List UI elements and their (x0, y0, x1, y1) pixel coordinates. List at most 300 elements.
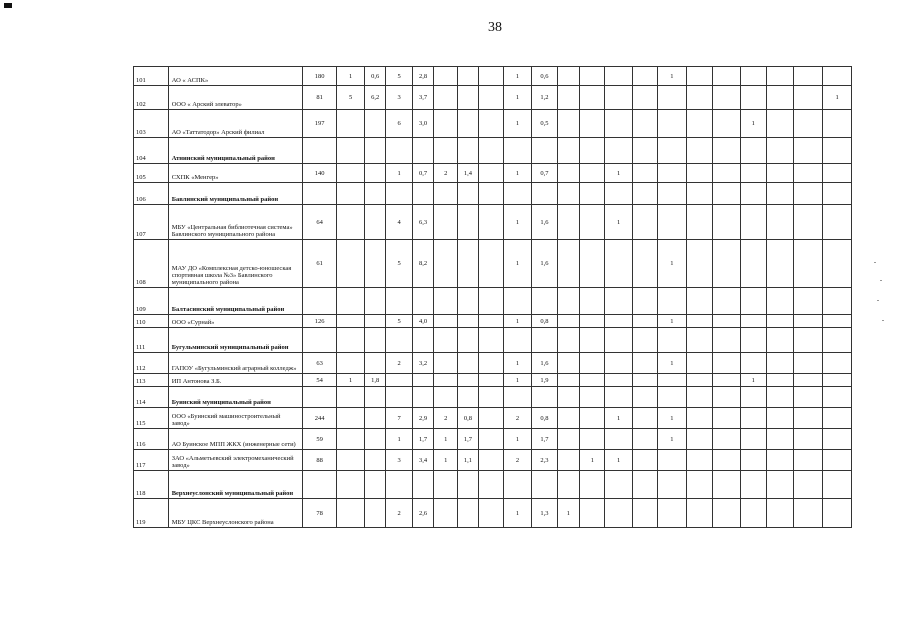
value-cell (823, 110, 852, 138)
value-cell (434, 353, 458, 374)
value-cell: 1,4 (458, 164, 478, 183)
value-cell (794, 205, 823, 240)
table-row (134, 240, 852, 288)
value-cell (364, 164, 386, 183)
value-cell (412, 288, 434, 315)
value-cell: 1 (503, 429, 532, 450)
value-cell (766, 471, 794, 499)
value-cell: 0,5 (532, 110, 557, 138)
value-cell (458, 328, 478, 353)
organization-name: МАУ ДО «Комплексная детско-юношеская спортивная школа №3» Бавлинского муниципального района (168, 240, 302, 288)
table-row (134, 138, 852, 164)
value-cell (794, 374, 823, 387)
value-cell: 78 (302, 499, 337, 528)
value-cell (794, 450, 823, 471)
value-cell (686, 315, 712, 328)
value-cell (686, 429, 712, 450)
value-cell (658, 387, 687, 408)
value-cell (557, 471, 580, 499)
value-cell: 1 (503, 86, 532, 110)
value-cell (766, 164, 794, 183)
value-cell (580, 408, 605, 429)
value-cell (740, 387, 766, 408)
value-cell: 1 (658, 240, 687, 288)
value-cell: 81 (302, 86, 337, 110)
value-cell (605, 315, 633, 328)
value-cell (364, 205, 386, 240)
value-cell (557, 429, 580, 450)
value-cell (478, 408, 503, 429)
value-cell (302, 183, 337, 205)
value-cell (386, 183, 412, 205)
scan-speck (880, 280, 882, 281)
value-cell (713, 183, 741, 205)
value-cell (632, 86, 657, 110)
value-cell: 1 (605, 164, 633, 183)
value-cell (658, 138, 687, 164)
value-cell: 1 (658, 353, 687, 374)
value-cell: 1 (580, 450, 605, 471)
value-cell: 0,7 (412, 164, 434, 183)
value-cell (302, 138, 337, 164)
value-cell (686, 408, 712, 429)
value-cell: 3 (386, 450, 412, 471)
value-cell (713, 138, 741, 164)
value-cell (478, 353, 503, 374)
value-cell (337, 328, 365, 353)
row-number: 109 (134, 288, 169, 315)
value-cell (478, 328, 503, 353)
value-cell (478, 67, 503, 86)
value-cell (478, 205, 503, 240)
value-cell: 2 (434, 164, 458, 183)
value-cell (386, 471, 412, 499)
value-cell (337, 164, 365, 183)
value-cell (658, 328, 687, 353)
value-cell (557, 67, 580, 86)
value-cell (337, 138, 365, 164)
value-cell (686, 240, 712, 288)
value-cell (580, 288, 605, 315)
page-number: 38 (488, 20, 502, 35)
value-cell (458, 205, 478, 240)
value-cell: 244 (302, 408, 337, 429)
value-cell: 1 (503, 164, 532, 183)
value-cell: 6,3 (412, 205, 434, 240)
value-cell (337, 450, 365, 471)
value-cell (794, 138, 823, 164)
value-cell: 2 (503, 408, 532, 429)
value-cell (794, 408, 823, 429)
value-cell (658, 183, 687, 205)
row-number: 115 (134, 408, 169, 429)
organization-name: ООО «Буинский машиностроительный завод» (168, 408, 302, 429)
value-cell (713, 408, 741, 429)
value-cell (337, 408, 365, 429)
value-cell (740, 353, 766, 374)
table-row (134, 183, 852, 205)
value-cell (686, 110, 712, 138)
value-cell: 1,6 (532, 353, 557, 374)
value-cell (686, 86, 712, 110)
value-cell (364, 471, 386, 499)
value-cell: 1,6 (532, 205, 557, 240)
value-cell: 0,8 (532, 315, 557, 328)
value-cell (478, 288, 503, 315)
value-cell: 1,3 (532, 499, 557, 528)
value-cell: 1 (337, 374, 365, 387)
value-cell (823, 328, 852, 353)
value-cell (434, 471, 458, 499)
value-cell (302, 328, 337, 353)
value-cell: 1,7 (532, 429, 557, 450)
value-cell (337, 353, 365, 374)
value-cell (766, 110, 794, 138)
value-cell (686, 471, 712, 499)
value-cell (580, 429, 605, 450)
value-cell: 1 (434, 429, 458, 450)
value-cell (713, 205, 741, 240)
value-cell (740, 138, 766, 164)
value-cell (532, 183, 557, 205)
organization-name: МБУ «Центральная библиотечная система» Бавлинского муниципального района (168, 205, 302, 240)
value-cell (794, 315, 823, 328)
value-cell (580, 205, 605, 240)
corner-mark (4, 3, 12, 8)
table-row (134, 450, 852, 471)
value-cell (458, 315, 478, 328)
value-cell (386, 374, 412, 387)
value-cell (794, 471, 823, 499)
value-cell: 54 (302, 374, 337, 387)
value-cell (557, 138, 580, 164)
district-heading: Верхнеуслонский муниципальный район (168, 471, 302, 499)
value-cell (658, 450, 687, 471)
district-heading: Бавлинский муниципальный район (168, 183, 302, 205)
value-cell: 2,8 (412, 67, 434, 86)
value-cell: 63 (302, 353, 337, 374)
value-cell (532, 328, 557, 353)
row-number: 111 (134, 328, 169, 353)
value-cell (658, 288, 687, 315)
value-cell (632, 183, 657, 205)
value-cell (605, 288, 633, 315)
value-cell (740, 471, 766, 499)
row-number: 101 (134, 67, 169, 86)
value-cell (823, 499, 852, 528)
value-cell (823, 205, 852, 240)
table-row (134, 353, 852, 374)
value-cell: 2,3 (532, 450, 557, 471)
value-cell (794, 288, 823, 315)
value-cell (686, 450, 712, 471)
organization-name: ИП Антонова З.Б. (168, 374, 302, 387)
value-cell (434, 387, 458, 408)
value-cell (412, 471, 434, 499)
value-cell: 0,8 (532, 408, 557, 429)
table-row (134, 67, 852, 86)
value-cell (713, 353, 741, 374)
value-cell (605, 471, 633, 499)
row-number: 117 (134, 450, 169, 471)
value-cell (766, 315, 794, 328)
district-heading: Атнинский муниципальный район (168, 138, 302, 164)
value-cell (632, 110, 657, 138)
value-cell (605, 353, 633, 374)
value-cell (478, 164, 503, 183)
value-cell: 88 (302, 450, 337, 471)
value-cell (740, 408, 766, 429)
value-cell: 1,8 (364, 374, 386, 387)
value-cell (823, 164, 852, 183)
value-cell (766, 374, 794, 387)
value-cell (458, 138, 478, 164)
value-cell: 5 (386, 67, 412, 86)
value-cell: 1 (386, 429, 412, 450)
value-cell (478, 450, 503, 471)
organization-name: ООО « Арский элеватор» (168, 86, 302, 110)
value-cell (823, 138, 852, 164)
value-cell (434, 328, 458, 353)
value-cell (605, 86, 633, 110)
value-cell (503, 183, 532, 205)
value-cell (478, 183, 503, 205)
value-cell (766, 328, 794, 353)
value-cell (740, 205, 766, 240)
value-cell (740, 328, 766, 353)
organization-name: ЗАО «Альметьевский электромеханический завод» (168, 450, 302, 471)
value-cell: 3,4 (412, 450, 434, 471)
value-cell (557, 315, 580, 328)
value-cell (632, 315, 657, 328)
value-cell (766, 429, 794, 450)
value-cell: 1 (557, 499, 580, 528)
value-cell (605, 183, 633, 205)
value-cell (503, 387, 532, 408)
value-cell (766, 86, 794, 110)
value-cell: 0,7 (532, 164, 557, 183)
value-cell (794, 353, 823, 374)
value-cell (458, 183, 478, 205)
organization-name: МБУ ЦКС Верхнеуслонского района (168, 499, 302, 528)
organization-name: АО Буинское МПП ЖКХ (инженерные сети) (168, 429, 302, 450)
value-cell (458, 86, 478, 110)
value-cell (434, 138, 458, 164)
row-number: 102 (134, 86, 169, 110)
value-cell (658, 374, 687, 387)
value-cell (713, 86, 741, 110)
value-cell (766, 499, 794, 528)
scan-speck (874, 262, 876, 263)
table-row (134, 408, 852, 429)
value-cell (686, 328, 712, 353)
value-cell (557, 205, 580, 240)
value-cell (658, 110, 687, 138)
organization-name: АО «Таттатодор» Арский филиал (168, 110, 302, 138)
value-cell (580, 471, 605, 499)
value-cell (503, 288, 532, 315)
value-cell (557, 86, 580, 110)
value-cell: 8,2 (412, 240, 434, 288)
value-cell: 61 (302, 240, 337, 288)
value-cell: 1 (503, 499, 532, 528)
value-cell (823, 183, 852, 205)
value-cell (412, 374, 434, 387)
table-row (134, 86, 852, 110)
value-cell (386, 138, 412, 164)
value-cell: 1 (503, 374, 532, 387)
value-cell (605, 328, 633, 353)
value-cell (794, 429, 823, 450)
value-cell (658, 499, 687, 528)
row-number: 112 (134, 353, 169, 374)
value-cell: 4,0 (412, 315, 434, 328)
value-cell (766, 408, 794, 429)
value-cell (364, 387, 386, 408)
value-cell (740, 240, 766, 288)
value-cell (605, 499, 633, 528)
row-number: 103 (134, 110, 169, 138)
district-heading: Балтасинский муниципальный район (168, 288, 302, 315)
value-cell (740, 164, 766, 183)
value-cell (557, 183, 580, 205)
value-cell: 2 (386, 499, 412, 528)
value-cell (605, 67, 633, 86)
table-row (134, 110, 852, 138)
value-cell (580, 164, 605, 183)
value-cell (766, 67, 794, 86)
value-cell (658, 471, 687, 499)
value-cell: 0,6 (532, 67, 557, 86)
value-cell (458, 353, 478, 374)
value-cell (766, 450, 794, 471)
value-cell (302, 471, 337, 499)
value-cell (337, 429, 365, 450)
value-cell (580, 374, 605, 387)
value-cell (478, 374, 503, 387)
value-cell: 1 (503, 205, 532, 240)
value-cell (337, 288, 365, 315)
value-cell (532, 288, 557, 315)
value-cell (337, 387, 365, 408)
value-cell (605, 240, 633, 288)
table-row (134, 328, 852, 353)
value-cell: 1 (658, 315, 687, 328)
value-cell (823, 387, 852, 408)
value-cell: 1 (434, 450, 458, 471)
value-cell (580, 240, 605, 288)
value-cell (740, 288, 766, 315)
value-cell (503, 471, 532, 499)
value-cell (632, 471, 657, 499)
value-cell (364, 240, 386, 288)
value-cell: 59 (302, 429, 337, 450)
value-cell (412, 138, 434, 164)
value-cell (364, 315, 386, 328)
value-cell (503, 138, 532, 164)
district-heading: Бугульминский муниципальный район (168, 328, 302, 353)
value-cell (794, 86, 823, 110)
row-number: 118 (134, 471, 169, 499)
value-cell: 1,9 (532, 374, 557, 387)
value-cell (632, 408, 657, 429)
table-row (134, 499, 852, 528)
value-cell: 1,2 (532, 86, 557, 110)
value-cell (580, 387, 605, 408)
value-cell (337, 315, 365, 328)
value-cell (605, 429, 633, 450)
value-cell: 1 (605, 408, 633, 429)
value-cell: 6,2 (364, 86, 386, 110)
value-cell: 7 (386, 408, 412, 429)
value-cell (364, 183, 386, 205)
value-cell (434, 288, 458, 315)
value-cell (766, 205, 794, 240)
value-cell (580, 183, 605, 205)
value-cell (713, 240, 741, 288)
value-cell (823, 240, 852, 288)
table-row (134, 374, 852, 387)
organization-name: АО « АСПК» (168, 67, 302, 86)
value-cell (478, 240, 503, 288)
value-cell (686, 288, 712, 315)
value-cell (580, 86, 605, 110)
data-table (133, 66, 852, 528)
value-cell (557, 408, 580, 429)
value-cell (740, 86, 766, 110)
value-cell: 2 (503, 450, 532, 471)
value-cell: 1,1 (458, 450, 478, 471)
value-cell (434, 67, 458, 86)
row-number: 105 (134, 164, 169, 183)
value-cell (458, 374, 478, 387)
value-cell (632, 67, 657, 86)
value-cell (713, 67, 741, 86)
row-number: 104 (134, 138, 169, 164)
table-row (134, 205, 852, 240)
value-cell: 4 (386, 205, 412, 240)
value-cell: 140 (302, 164, 337, 183)
value-cell: 1 (740, 374, 766, 387)
value-cell (740, 67, 766, 86)
value-cell (605, 387, 633, 408)
value-cell (713, 315, 741, 328)
value-cell (632, 328, 657, 353)
value-cell (412, 183, 434, 205)
value-cell (478, 499, 503, 528)
value-cell (823, 288, 852, 315)
value-cell (632, 353, 657, 374)
value-cell (532, 138, 557, 164)
value-cell: 1 (605, 205, 633, 240)
value-cell (605, 110, 633, 138)
value-cell (766, 387, 794, 408)
value-cell (503, 328, 532, 353)
value-cell (686, 205, 712, 240)
value-cell (364, 138, 386, 164)
row-number: 116 (134, 429, 169, 450)
value-cell (580, 67, 605, 86)
value-cell (412, 328, 434, 353)
organization-name: СХПК «Менгер» (168, 164, 302, 183)
value-cell: 1 (658, 67, 687, 86)
district-heading: Буинский муниципальный район (168, 387, 302, 408)
value-cell (794, 67, 823, 86)
value-cell (794, 499, 823, 528)
value-cell (823, 315, 852, 328)
value-cell (337, 471, 365, 499)
value-cell (740, 429, 766, 450)
